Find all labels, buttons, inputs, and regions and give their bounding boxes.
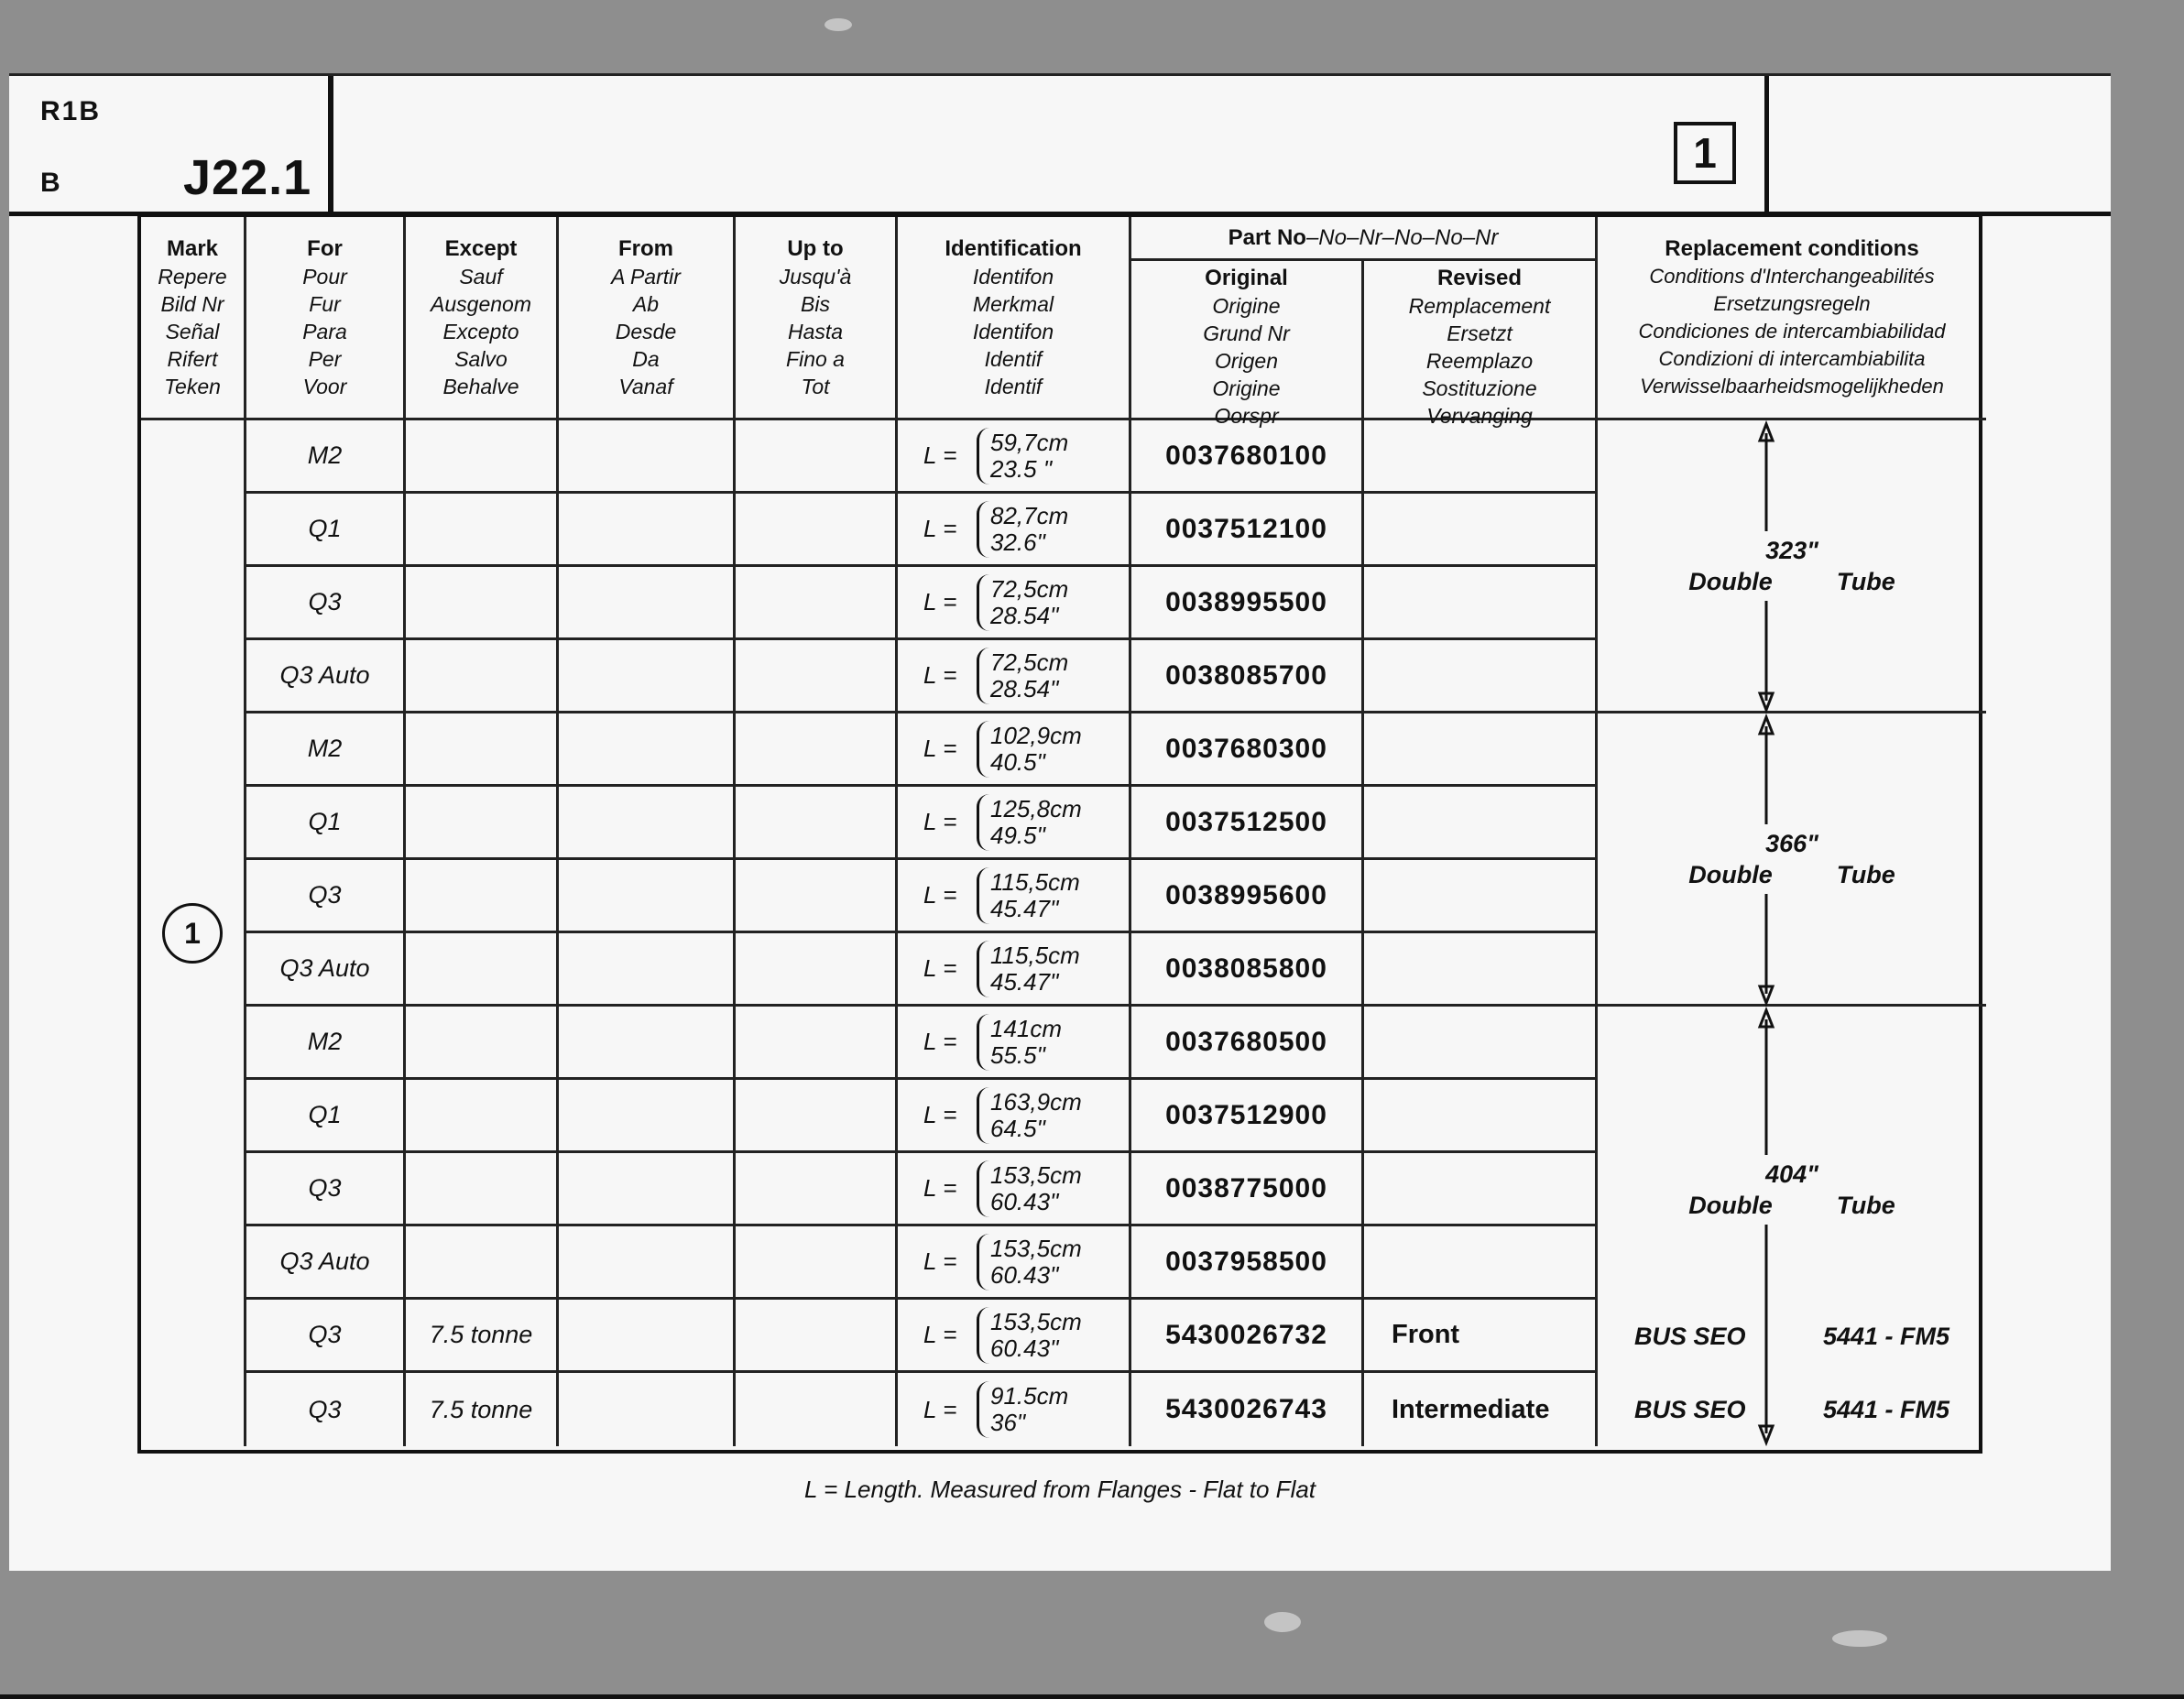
col-header-identification-line: Merkmal bbox=[972, 292, 1054, 316]
for-cell: Q3 bbox=[246, 860, 406, 933]
length-cm: 163,9cm bbox=[990, 1087, 1082, 1116]
header-ref-block bbox=[9, 76, 333, 212]
length-inch: 60.43" bbox=[990, 1187, 1059, 1215]
revised-cell bbox=[1364, 933, 1598, 1007]
col-header-replacement-line: Condiciones de intercambiabilidad bbox=[1638, 320, 1946, 343]
except-cell bbox=[406, 1153, 559, 1226]
bus-seo-row bbox=[1598, 1300, 1986, 1373]
from-cell bbox=[559, 567, 736, 640]
scan-speck bbox=[1832, 1630, 1887, 1647]
revised-cell bbox=[1364, 420, 1598, 494]
for-cell: M2 bbox=[246, 420, 406, 494]
replacement-group bbox=[1598, 1007, 1986, 1446]
identification-cell bbox=[898, 420, 1131, 494]
col-header-except-line: Except bbox=[444, 236, 518, 261]
replacement-length: 366" bbox=[1765, 829, 1818, 857]
length-label: L = bbox=[923, 661, 957, 689]
bus-seo-label: BUS SEO bbox=[1634, 1395, 1746, 1423]
original-part-number: 0038995500 bbox=[1131, 567, 1364, 640]
col-header-up-to-line: Bis bbox=[801, 292, 830, 316]
parts-sheet bbox=[9, 73, 2111, 1571]
col-header-replacement-line: Replacement conditions bbox=[1665, 236, 1919, 261]
col-header-from-line: From bbox=[618, 236, 673, 261]
col-header-mark-line: Mark bbox=[166, 236, 219, 261]
col-header-mark-line: Señal bbox=[165, 320, 220, 343]
col-header-for-line: Pour bbox=[302, 265, 347, 289]
original-part-number: 0038085800 bbox=[1131, 933, 1364, 1007]
col-header-mark bbox=[141, 217, 246, 420]
col-header-from-line: Ab bbox=[632, 292, 660, 316]
identification-cell bbox=[898, 1373, 1131, 1446]
from-cell bbox=[559, 1226, 736, 1300]
col-header-replacement-line: Verwisselbaarheidsmogelijkheden bbox=[1640, 375, 1944, 398]
length-cm: 91.5cm bbox=[990, 1382, 1069, 1410]
revised-cell: Intermediate bbox=[1364, 1373, 1598, 1446]
for-cell: Q3 bbox=[246, 1373, 406, 1446]
length-cm: 115,5cm bbox=[990, 867, 1080, 896]
replacement-word-double: Double bbox=[1688, 567, 1773, 595]
bus-seo-label: BUS SEO bbox=[1634, 1322, 1746, 1350]
length-label: L = bbox=[923, 1395, 957, 1423]
except-cell bbox=[406, 1080, 559, 1153]
col-header-for-line: Voor bbox=[302, 375, 347, 398]
replacement-length: 323" bbox=[1765, 536, 1818, 564]
col-header-mark-line: Repere bbox=[158, 265, 227, 289]
up-to-cell bbox=[736, 1153, 898, 1226]
except-cell bbox=[406, 494, 559, 567]
length-cm: 125,8cm bbox=[990, 794, 1082, 822]
for-cell: M2 bbox=[246, 713, 406, 787]
mark-circle: 1 bbox=[162, 903, 223, 964]
length-bracket bbox=[977, 1381, 1068, 1438]
from-cell bbox=[559, 787, 736, 860]
revised-cell: Front bbox=[1364, 1300, 1598, 1373]
col-header-original-line: Oorspr bbox=[1214, 404, 1279, 428]
part-no-languages: –No–Nr–No–No–Nr bbox=[1305, 224, 1499, 250]
length-bracket bbox=[977, 941, 1080, 997]
identification-cell bbox=[898, 567, 1131, 640]
col-header-mark-line: Teken bbox=[164, 375, 221, 398]
replacement-word-double: Double bbox=[1688, 1192, 1773, 1219]
except-cell: 7.5 tonne bbox=[406, 1373, 559, 1446]
from-cell bbox=[559, 420, 736, 494]
col-header-revised-line: Vervanging bbox=[1426, 404, 1533, 428]
col-header-mark-line: Bild Nr bbox=[160, 292, 224, 316]
length-bracket bbox=[977, 1160, 1082, 1217]
col-header-original bbox=[1131, 261, 1364, 428]
for-cell: Q1 bbox=[246, 1080, 406, 1153]
for-cell: M2 bbox=[246, 1007, 406, 1080]
length-bracket bbox=[977, 648, 1068, 704]
footnote: L = Length. Measured from Flanges - Flat to Flat bbox=[803, 1476, 1316, 1503]
col-header-from-line: Da bbox=[632, 347, 660, 371]
col-header-except-line: Ausgenom bbox=[431, 292, 531, 316]
for-cell: Q3 Auto bbox=[246, 640, 406, 713]
length-bracket bbox=[977, 428, 1068, 485]
revised-cell bbox=[1364, 494, 1598, 567]
replacement-words bbox=[1688, 1190, 1895, 1221]
from-cell bbox=[559, 1300, 736, 1373]
from-cell bbox=[559, 860, 736, 933]
original-part-number: 0037680300 bbox=[1131, 713, 1364, 787]
col-header-replacement bbox=[1598, 217, 1986, 420]
col-header-identification-line: Identification bbox=[945, 236, 1082, 261]
replacement-words bbox=[1688, 859, 1895, 890]
col-header-part-no bbox=[1131, 217, 1598, 261]
length-bracket bbox=[977, 1234, 1082, 1291]
identification-cell bbox=[898, 1153, 1131, 1226]
length-bracket bbox=[977, 574, 1068, 631]
up-to-cell bbox=[736, 494, 898, 567]
part-no-label: Part No bbox=[1228, 224, 1306, 250]
col-header-from-line: Desde bbox=[615, 320, 677, 343]
for-cell: Q3 bbox=[246, 1153, 406, 1226]
up-to-cell bbox=[736, 1300, 898, 1373]
for-cell: Q1 bbox=[246, 787, 406, 860]
length-cm: 115,5cm bbox=[990, 941, 1080, 969]
col-header-replacement-line: Ersetzungsregeln bbox=[1713, 292, 1871, 315]
col-header-original-line: Origine bbox=[1212, 294, 1281, 318]
header-line1: R1B bbox=[40, 96, 102, 126]
col-header-identification-line: Identifon bbox=[972, 320, 1054, 343]
for-cell: Q3 Auto bbox=[246, 933, 406, 1007]
up-to-cell bbox=[736, 1226, 898, 1300]
original-part-number: 0037512500 bbox=[1131, 787, 1364, 860]
col-header-revised-line: Reemplazo bbox=[1425, 349, 1534, 373]
original-part-number: 5430026743 bbox=[1131, 1373, 1364, 1446]
length-inch: 36" bbox=[990, 1409, 1026, 1436]
replacement-word-tube: Tube bbox=[1836, 1192, 1895, 1219]
revised-cell bbox=[1364, 640, 1598, 713]
col-header-from-line: Vanaf bbox=[618, 375, 673, 398]
length-label: L = bbox=[923, 441, 957, 469]
except-cell bbox=[406, 567, 559, 640]
from-cell bbox=[559, 1373, 736, 1446]
original-part-number: 0038085700 bbox=[1131, 640, 1364, 713]
replacement-text bbox=[1687, 1155, 1897, 1225]
for-cell: Q3 bbox=[246, 1300, 406, 1373]
col-header-original-line: Original bbox=[1205, 266, 1288, 290]
original-part-number: 0038995600 bbox=[1131, 860, 1364, 933]
col-header-replacement-line: Condizioni di intercambiabilita bbox=[1658, 347, 1926, 370]
original-part-number: 0038775000 bbox=[1131, 1153, 1364, 1226]
length-inch: 60.43" bbox=[990, 1260, 1059, 1289]
revised-cell bbox=[1364, 860, 1598, 933]
revised-cell bbox=[1364, 567, 1598, 640]
up-to-cell bbox=[736, 860, 898, 933]
from-cell bbox=[559, 640, 736, 713]
col-header-except-line: Salvo bbox=[454, 347, 508, 371]
replacement-group bbox=[1598, 713, 1986, 1007]
col-header-identification-line: Identif bbox=[984, 375, 1043, 398]
col-header-revised-line: Revised bbox=[1436, 266, 1523, 290]
identification-cell bbox=[898, 1007, 1131, 1080]
length-cm: 72,5cm bbox=[990, 574, 1069, 603]
col-header-for-line: Per bbox=[308, 347, 342, 371]
length-label: L = bbox=[923, 1321, 957, 1348]
col-header-identification-line: Identifon bbox=[972, 265, 1054, 289]
length-label: L = bbox=[923, 1247, 957, 1275]
except-cell bbox=[406, 640, 559, 713]
length-label: L = bbox=[923, 881, 957, 909]
length-cm: 153,5cm bbox=[990, 1234, 1082, 1262]
length-inch: 55.5" bbox=[990, 1040, 1045, 1069]
identification-cell bbox=[898, 1226, 1131, 1300]
original-part-number: 0037512100 bbox=[1131, 494, 1364, 567]
col-header-from-line: A Partir bbox=[611, 265, 681, 289]
col-header-original-line: Origine bbox=[1212, 376, 1281, 400]
col-header-for-line: Para bbox=[302, 320, 347, 343]
from-cell bbox=[559, 1007, 736, 1080]
identification-cell bbox=[898, 494, 1131, 567]
except-cell bbox=[406, 860, 559, 933]
length-cm: 102,9cm bbox=[990, 721, 1082, 749]
length-label: L = bbox=[923, 515, 957, 542]
col-header-original-line: Grund Nr bbox=[1203, 321, 1290, 345]
col-header-up-to-line: Jusqu'à bbox=[779, 265, 852, 289]
length-inch: 49.5" bbox=[990, 821, 1045, 849]
original-part-number: 5430026732 bbox=[1131, 1300, 1364, 1373]
col-header-identification bbox=[898, 217, 1131, 420]
length-inch: 45.47" bbox=[990, 894, 1059, 922]
header-divider bbox=[1764, 76, 1769, 212]
length-cm: 141cm bbox=[990, 1014, 1063, 1042]
length-label: L = bbox=[923, 1028, 957, 1055]
up-to-cell bbox=[736, 1373, 898, 1446]
for-cell: Q3 Auto bbox=[246, 1226, 406, 1300]
except-cell bbox=[406, 1007, 559, 1080]
length-inch: 28.54" bbox=[990, 601, 1059, 629]
bus-seo-code: 5441 - FM5 bbox=[1822, 1395, 1949, 1423]
length-cm: 153,5cm bbox=[990, 1307, 1082, 1335]
from-cell bbox=[559, 1080, 736, 1153]
length-bracket bbox=[977, 501, 1068, 558]
up-to-cell bbox=[736, 640, 898, 713]
replacement-length: 404" bbox=[1765, 1160, 1818, 1188]
parts-table bbox=[137, 213, 1982, 1454]
col-header-except-line: Behalve bbox=[442, 375, 519, 398]
replacement-word-tube: Tube bbox=[1836, 567, 1895, 595]
col-header-up-to-line: Tot bbox=[801, 375, 830, 398]
length-inch: 23.5 " bbox=[990, 454, 1053, 483]
length-inch: 45.47" bbox=[990, 967, 1059, 996]
col-header-revised-line: Sostituzione bbox=[1422, 376, 1537, 400]
col-header-revised-line: Remplacement bbox=[1408, 294, 1551, 318]
bus-seo-row bbox=[1598, 1373, 1986, 1446]
col-header-for-line: For bbox=[307, 236, 343, 261]
except-cell bbox=[406, 420, 559, 494]
original-part-number: 0037680500 bbox=[1131, 1007, 1364, 1080]
scan-speck bbox=[824, 18, 852, 31]
length-inch: 64.5" bbox=[990, 1114, 1045, 1142]
col-header-from bbox=[559, 217, 736, 420]
header-box-number: 1 bbox=[1674, 122, 1736, 184]
length-bracket bbox=[977, 1087, 1082, 1144]
original-part-number: 0037512900 bbox=[1131, 1080, 1364, 1153]
except-cell: 7.5 tonne bbox=[406, 1300, 559, 1373]
replacement-group bbox=[1598, 420, 1986, 713]
original-part-number: 0037958500 bbox=[1131, 1226, 1364, 1300]
length-bracket bbox=[977, 794, 1082, 851]
from-cell bbox=[559, 713, 736, 787]
revised-cell bbox=[1364, 713, 1598, 787]
col-header-up-to-line: Fino a bbox=[786, 347, 845, 371]
revised-cell bbox=[1364, 787, 1598, 860]
col-header-original-line: Origen bbox=[1214, 349, 1279, 373]
except-cell bbox=[406, 1226, 559, 1300]
bus-seo-code: 5441 - FM5 bbox=[1822, 1322, 1949, 1350]
header-line2: B bbox=[40, 168, 60, 198]
length-bracket bbox=[977, 1307, 1082, 1364]
revised-cell bbox=[1364, 1226, 1598, 1300]
replacement-text bbox=[1687, 531, 1897, 601]
up-to-cell bbox=[736, 933, 898, 1007]
length-bracket bbox=[977, 867, 1080, 924]
mark-cell bbox=[141, 420, 246, 1446]
length-cm: 82,7cm bbox=[990, 501, 1069, 529]
col-header-for-line: Fur bbox=[309, 292, 341, 316]
length-bracket bbox=[977, 721, 1082, 778]
scan-speck bbox=[1264, 1612, 1301, 1632]
replacement-word-tube: Tube bbox=[1836, 860, 1895, 888]
replacement-words bbox=[1688, 566, 1895, 597]
identification-cell bbox=[898, 1300, 1131, 1373]
length-inch: 32.6" bbox=[990, 528, 1045, 556]
length-label: L = bbox=[923, 808, 957, 835]
replacement-word-double: Double bbox=[1688, 860, 1773, 888]
length-inch: 60.43" bbox=[990, 1334, 1059, 1362]
identification-cell bbox=[898, 640, 1131, 713]
length-inch: 40.5" bbox=[990, 747, 1045, 776]
length-cm: 59,7cm bbox=[990, 428, 1069, 456]
identification-cell bbox=[898, 713, 1131, 787]
length-label: L = bbox=[923, 735, 957, 762]
col-header-up-to-line: Hasta bbox=[787, 320, 844, 343]
col-header-replacement-line: Conditions d'Interchangeabilités bbox=[1649, 265, 1935, 288]
up-to-cell bbox=[736, 1080, 898, 1153]
identification-cell bbox=[898, 860, 1131, 933]
replacement-text bbox=[1687, 824, 1897, 894]
length-cm: 153,5cm bbox=[990, 1160, 1082, 1189]
revised-cell bbox=[1364, 1080, 1598, 1153]
identification-cell bbox=[898, 787, 1131, 860]
revised-cell bbox=[1364, 1153, 1598, 1226]
up-to-cell bbox=[736, 567, 898, 640]
identification-cell bbox=[898, 1080, 1131, 1153]
from-cell bbox=[559, 494, 736, 567]
col-header-up-to-line: Up to bbox=[787, 236, 844, 261]
up-to-cell bbox=[736, 787, 898, 860]
col-header-except-line: Sauf bbox=[459, 265, 503, 289]
except-cell bbox=[406, 787, 559, 860]
from-cell bbox=[559, 1153, 736, 1226]
identification-cell bbox=[898, 933, 1131, 1007]
length-label: L = bbox=[923, 588, 957, 615]
length-label: L = bbox=[923, 1174, 957, 1202]
scan-edge bbox=[0, 1694, 2184, 1699]
length-cm: 72,5cm bbox=[990, 648, 1069, 676]
col-header-except-line: Excepto bbox=[442, 320, 519, 343]
from-cell bbox=[559, 933, 736, 1007]
col-header-for bbox=[246, 217, 406, 420]
up-to-cell bbox=[736, 420, 898, 494]
col-header-revised bbox=[1364, 261, 1598, 428]
col-header-revised-line: Ersetzt bbox=[1447, 321, 1512, 345]
col-header-up-to bbox=[736, 217, 898, 420]
col-header-mark-line: Rifert bbox=[167, 347, 218, 371]
length-label: L = bbox=[923, 1101, 957, 1128]
header-code: J22.1 bbox=[183, 150, 312, 205]
revised-cell bbox=[1364, 1007, 1598, 1080]
for-cell: Q3 bbox=[246, 567, 406, 640]
length-inch: 28.54" bbox=[990, 674, 1059, 702]
up-to-cell bbox=[736, 713, 898, 787]
up-to-cell bbox=[736, 1007, 898, 1080]
for-cell: Q1 bbox=[246, 494, 406, 567]
col-header-identification-line: Identif bbox=[984, 347, 1043, 371]
except-cell bbox=[406, 933, 559, 1007]
except-cell bbox=[406, 713, 559, 787]
length-bracket bbox=[977, 1014, 1062, 1071]
col-header-except bbox=[406, 217, 559, 420]
length-label: L = bbox=[923, 954, 957, 982]
original-part-number: 0037680100 bbox=[1131, 420, 1364, 494]
